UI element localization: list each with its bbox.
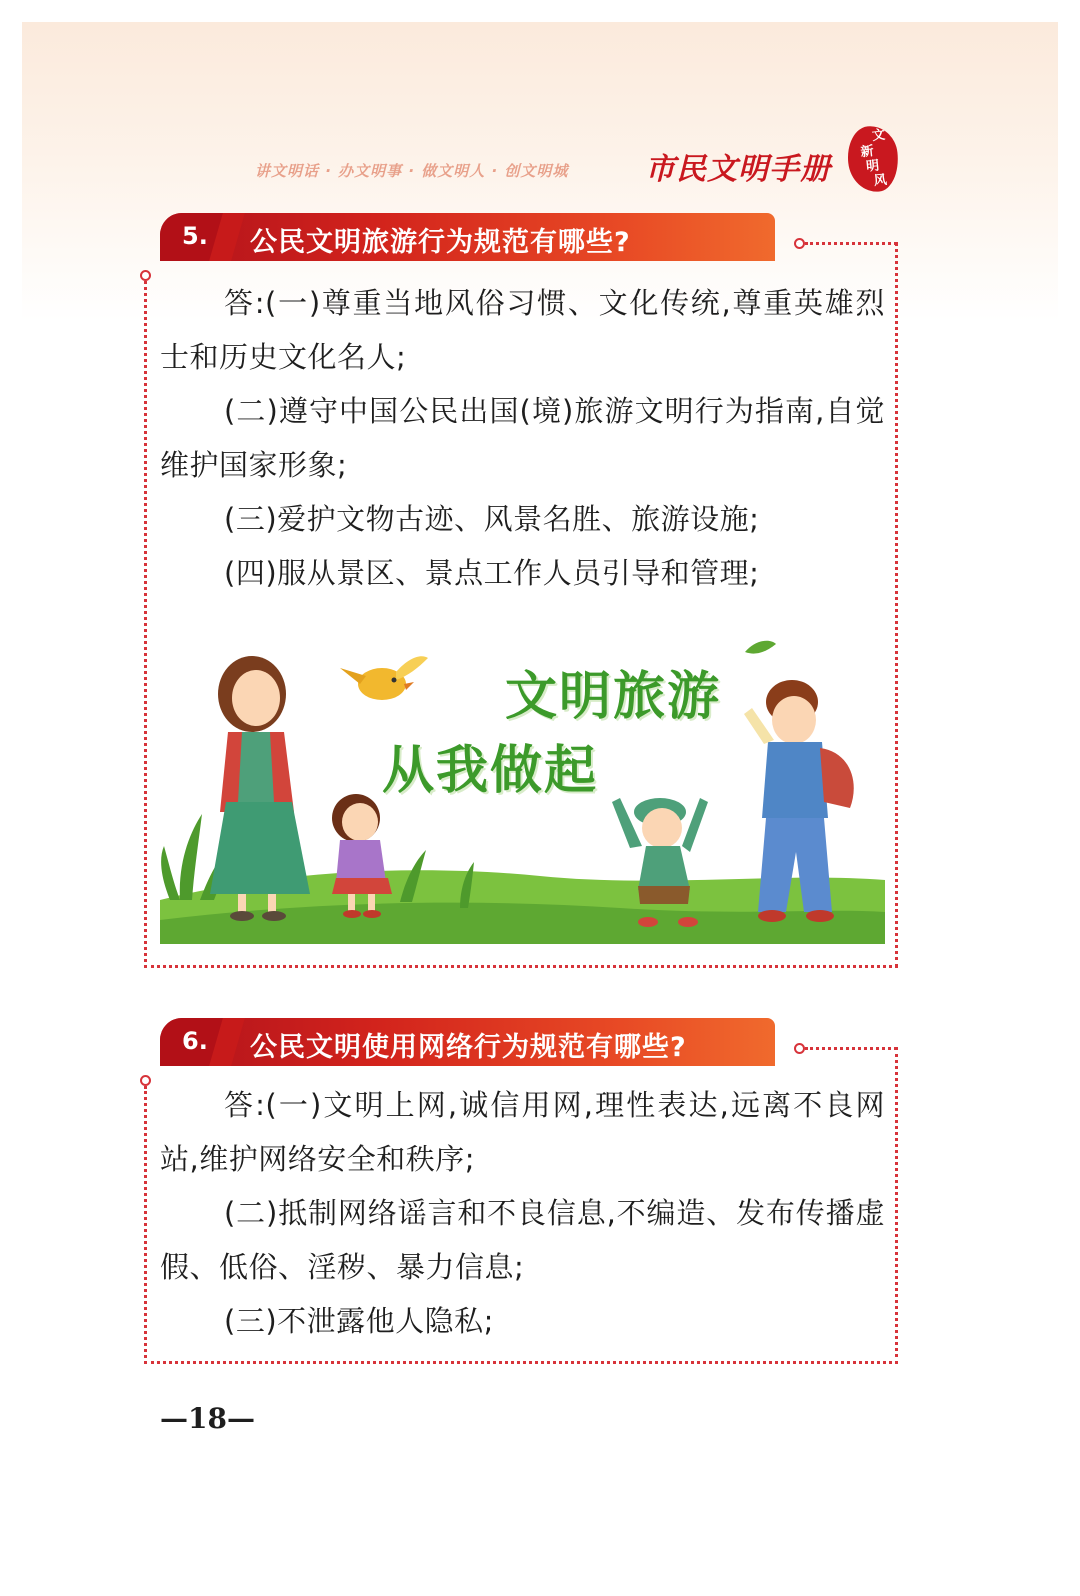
question-header-6	[160, 1018, 775, 1066]
illustration-slogan-line1: 文明旅游	[505, 667, 722, 727]
answer-paragraph: 答:(一)文明上网,诚信用网,理性表达,远离不良网站,维护网络安全和秩序;	[160, 1088, 885, 1176]
frame-left-dash	[144, 281, 147, 968]
question-header-5	[160, 213, 775, 261]
answer-paragraph: (二)遵守中国公民出国(境)旅游文明行为指南,自觉维护国家形象;	[160, 394, 885, 482]
answer-paragraph: (三)不泄露他人隐私;	[224, 1304, 494, 1338]
answer-5	[160, 276, 885, 600]
frame-right-dash	[895, 1047, 898, 1364]
seal-logo: 文 新 明 风	[845, 124, 902, 195]
frame-ring-left	[140, 1075, 151, 1086]
frame-ring-left	[140, 270, 151, 281]
frame-right-dash	[895, 242, 898, 968]
answer-6	[160, 1078, 885, 1348]
answer-paragraph: (三)爱护文物古迹、风景名胜、旅游设施;	[224, 502, 760, 536]
header-slogan: 讲文明话 · 办文明事 · 做文明人 · 创文明城	[255, 162, 569, 180]
civilized-travel-illustration	[160, 632, 885, 944]
answer-paragraph: (四)服从景区、景点工作人员引导和管理;	[224, 556, 760, 590]
page-number: —18—	[160, 1402, 255, 1435]
question-number: 5.	[182, 222, 208, 250]
frame-top-dash	[805, 242, 897, 245]
question-title: 公民文明旅游行为规范有哪些?	[250, 227, 631, 258]
question-title: 公民文明使用网络行为规范有哪些?	[250, 1032, 687, 1063]
frame-bottom-dash	[144, 1361, 898, 1364]
mother-figure	[210, 656, 310, 921]
frame-top-dash	[805, 1047, 897, 1050]
answer-paragraph: (二)抵制网络谣言和不良信息,不编造、发布传播虚假、低俗、淫秽、暴力信息;	[160, 1196, 885, 1284]
frame-left-dash	[144, 1086, 147, 1364]
frame-ring-right	[794, 238, 805, 249]
bird-icon	[340, 656, 428, 700]
illustration-slogan-line2: 从我做起	[382, 741, 599, 801]
answer-paragraph: 答:(一)尊重当地风俗习惯、文化传统,尊重英雄烈士和历史文化名人;	[160, 286, 885, 374]
frame-bottom-dash	[144, 965, 898, 968]
question-number: 6.	[182, 1027, 208, 1055]
frame-ring-right	[794, 1043, 805, 1054]
handbook-title: 市民文明手册	[645, 152, 831, 187]
